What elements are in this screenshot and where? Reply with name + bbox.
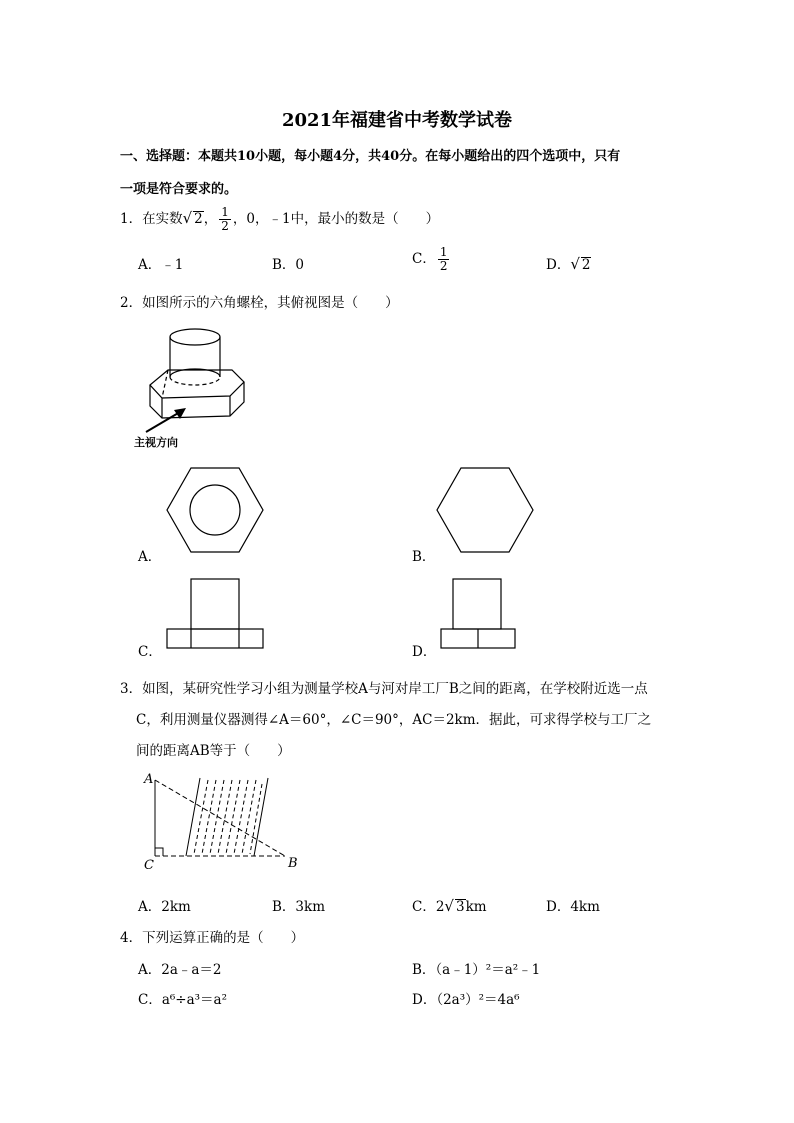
- q1-fraction: [219, 206, 231, 233]
- q3-option-c-radicand: 3: [455, 899, 465, 915]
- q1-prefix: 1．在实数: [120, 211, 183, 227]
- q2-option-d-figure: [440, 578, 520, 650]
- q4-option-b[interactable]: B．（a﹣1）²＝a²﹣1: [412, 962, 541, 978]
- q3-option-b[interactable]: B．3km: [272, 899, 325, 915]
- q1-sqrt-radicand: 2: [194, 211, 203, 227]
- question-1: 1．在实数√ 2， $\frac{1}{2}$ ，0，﹣1中，最小的数是（ ）: [120, 205, 440, 233]
- q1-option-c-fraction: [438, 246, 450, 273]
- q1-option-d-radicand: 2: [581, 257, 591, 273]
- question-4: 4．下列运算正确的是（ ）: [120, 930, 305, 946]
- right-angle-mark: [155, 848, 163, 856]
- q1-frac-num: 1: [221, 205, 229, 219]
- q1-option-c-label: C．: [412, 251, 436, 267]
- question-3-line1: 3．如图，某研究性学习小组为测量学校A与河对岸工厂B之间的距离，在学校附近选一点: [120, 681, 648, 697]
- point-c-label: C: [144, 858, 154, 873]
- question-3-line3: 间的距离AB等于（ ）: [136, 743, 291, 759]
- q2-option-d[interactable]: D．: [412, 644, 437, 660]
- q3-option-c[interactable]: C．2√ 3km: [412, 897, 487, 915]
- q2-option-a[interactable]: A．: [138, 549, 162, 565]
- q1-option-c[interactable]: [412, 246, 451, 273]
- hex-bolt-figure: [140, 322, 260, 422]
- exam-title: 2021年福建省中考数学试卷: [281, 110, 513, 131]
- q2-option-b[interactable]: B．: [412, 549, 436, 565]
- q4-option-a[interactable]: A．2a﹣a＝2: [138, 962, 222, 978]
- q1-option-d[interactable]: D．√ 2: [546, 255, 591, 273]
- q1-option-c-den: 2: [439, 259, 448, 273]
- q2-option-c[interactable]: C．: [138, 644, 162, 660]
- q4-option-d[interactable]: D．（2a³）²＝4a⁶: [412, 992, 520, 1008]
- q2-option-a-figure: [166, 466, 266, 556]
- hexagon-shape: [437, 468, 533, 552]
- section-heading-line2: 一项是符合要求的。: [120, 182, 238, 197]
- view-direction-arrow: [146, 412, 180, 432]
- q2-option-b-figure: [436, 466, 536, 556]
- view-direction-caption: 主视方向: [134, 436, 178, 449]
- point-b-label: B: [288, 856, 298, 871]
- q1-option-b[interactable]: B．0: [272, 257, 305, 273]
- q3-option-a[interactable]: A．2km: [138, 899, 191, 915]
- q1-rest: ，0，﹣1中，最小的数是（ ）: [232, 211, 440, 227]
- q1-option-a[interactable]: A．﹣1: [138, 257, 184, 273]
- q3-option-c-unit: km: [465, 899, 487, 915]
- q1-option-c-num: 1: [439, 245, 448, 259]
- circle-shape: [190, 485, 240, 535]
- river-bank-left: [186, 778, 200, 856]
- question-3-line2: C，利用测量仪器测得∠A＝60°，∠C＝90°，AC＝2km．据此，可求得学校与工厂之: [136, 712, 652, 728]
- bolt-cylinder-top: [170, 329, 220, 345]
- q1-option-d-label: D．: [546, 257, 571, 273]
- q3-option-d[interactable]: D．4km: [546, 899, 600, 915]
- river-hatching: [194, 780, 262, 854]
- question-2: 2．如图所示的六角螺栓，其俯视图是（ ）: [120, 295, 399, 311]
- q4-option-c[interactable]: C．a⁶÷a³＝a²: [138, 992, 228, 1008]
- q2-option-c-figure: [166, 578, 266, 650]
- q3-option-c-label: C．2: [412, 899, 445, 915]
- point-a-label: A: [144, 772, 154, 787]
- section-heading-line1: 一、选择题：本题共10小题，每小题4分，共40分。在每小题给出的四个选项中，只有: [120, 149, 621, 164]
- q3-figure: [140, 768, 310, 878]
- hexagon-shape: [167, 468, 263, 552]
- q1-frac-den: 2: [221, 219, 229, 233]
